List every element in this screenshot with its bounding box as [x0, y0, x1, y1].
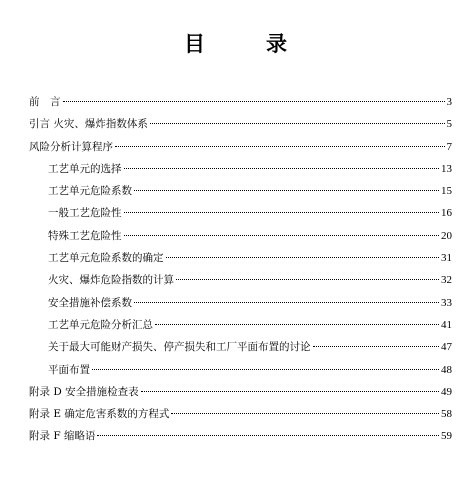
- page-title: 目 录: [184, 32, 307, 56]
- toc-entry-page: 47: [441, 341, 452, 354]
- toc-entry-page: 13: [441, 162, 452, 175]
- toc-entry-label: 工艺单元的选择: [48, 162, 122, 175]
- toc-leader-dots: [124, 235, 440, 236]
- toc-entry-appendix-d[interactable]: [29, 384, 452, 406]
- toc-entry-hazard-factor-determination[interactable]: [29, 250, 452, 272]
- toc-entry-preface[interactable]: [29, 94, 452, 116]
- toc-entry-label: 火灾、爆炸危险指数的计算: [48, 274, 174, 287]
- toc-leader-dots: [63, 101, 445, 102]
- toc-entry-fire-explosion-index-calc[interactable]: [29, 272, 452, 294]
- toc-entry-appendix-f[interactable]: [29, 428, 452, 450]
- toc-entry-label: 附录 D 安全措施检查表: [29, 385, 139, 398]
- toc-leader-dots: [92, 369, 439, 370]
- toc-entry-label: 关于最大可能财产损失、停产损失和工厂平面布置的讨论: [48, 341, 311, 354]
- toc-entry-page: 31: [441, 252, 452, 265]
- toc-leader-dots: [171, 413, 439, 414]
- toc-entry-loss-and-layout-discussion[interactable]: [29, 339, 452, 361]
- toc-entry-page: 58: [441, 408, 452, 421]
- toc-leader-dots: [97, 435, 439, 436]
- toc-leader-dots: [313, 346, 440, 347]
- toc-leader-dots: [166, 257, 440, 258]
- toc-entry-label: 工艺单元危险系数的确定: [48, 252, 164, 265]
- toc-leader-dots: [150, 123, 445, 124]
- toc-leader-dots: [176, 279, 439, 280]
- toc-entry-label: 附录 E 确定危害系数的方程式: [29, 408, 170, 421]
- toc-entry-label: 特殊工艺危险性: [48, 229, 122, 242]
- toc-leader-dots: [134, 302, 439, 303]
- toc-entry-page: 33: [441, 296, 452, 309]
- toc-entry-page: 48: [441, 363, 452, 376]
- toc-entry-page: 5: [446, 118, 452, 131]
- toc-entry-page: 3: [446, 96, 452, 108]
- toc-entry-page: 49: [441, 385, 452, 398]
- toc-entry-page: 20: [441, 229, 452, 242]
- toc-entry-page: 32: [441, 274, 452, 287]
- toc-leader-dots: [124, 212, 440, 213]
- toc-entry-page: 41: [441, 318, 452, 331]
- toc-entry-special-process-hazards[interactable]: [29, 228, 452, 250]
- toc-entry-page: 7: [446, 140, 452, 153]
- toc-entry-safety-credit-factor[interactable]: [29, 295, 452, 317]
- toc-entry-appendix-e[interactable]: [29, 406, 452, 428]
- toc-entry-risk-analysis-procedure[interactable]: [29, 139, 452, 161]
- toc-entry-label: 工艺单元危险系数: [48, 185, 132, 198]
- toc-leader-dots: [141, 391, 439, 392]
- toc-entry-label: 风险分析计算程序: [29, 140, 113, 153]
- toc-leader-dots: [124, 168, 440, 169]
- toc-entry-unit-hazard-factor[interactable]: [29, 183, 452, 205]
- toc-entry-label: 工艺单元危险分析汇总: [48, 318, 153, 331]
- toc-entry-unit-selection[interactable]: [29, 161, 452, 183]
- toc-entry-page: 15: [441, 185, 452, 198]
- toc-entry-page: 59: [441, 430, 452, 443]
- toc-entry-label: 前 言: [29, 96, 61, 108]
- toc-entry-introduction[interactable]: [29, 116, 452, 138]
- toc-entry-label: 附录 F 缩略语: [29, 430, 96, 443]
- table-of-contents: [29, 94, 452, 451]
- toc-entry-general-process-hazards[interactable]: [29, 205, 452, 227]
- toc-entry-page: 16: [441, 207, 452, 220]
- toc-entry-hazard-analysis-summary[interactable]: [29, 317, 452, 339]
- toc-entry-label: 引言 火灾、爆炸指数体系: [29, 118, 148, 131]
- toc-leader-dots: [134, 190, 439, 191]
- toc-leader-dots: [115, 146, 445, 147]
- toc-entry-label: 安全措施补偿系数: [48, 296, 132, 309]
- toc-entry-label: 一般工艺危险性: [48, 207, 122, 220]
- toc-entry-plant-layout[interactable]: [29, 362, 452, 384]
- toc-entry-label: 平面布置: [48, 363, 90, 376]
- toc-leader-dots: [155, 324, 439, 325]
